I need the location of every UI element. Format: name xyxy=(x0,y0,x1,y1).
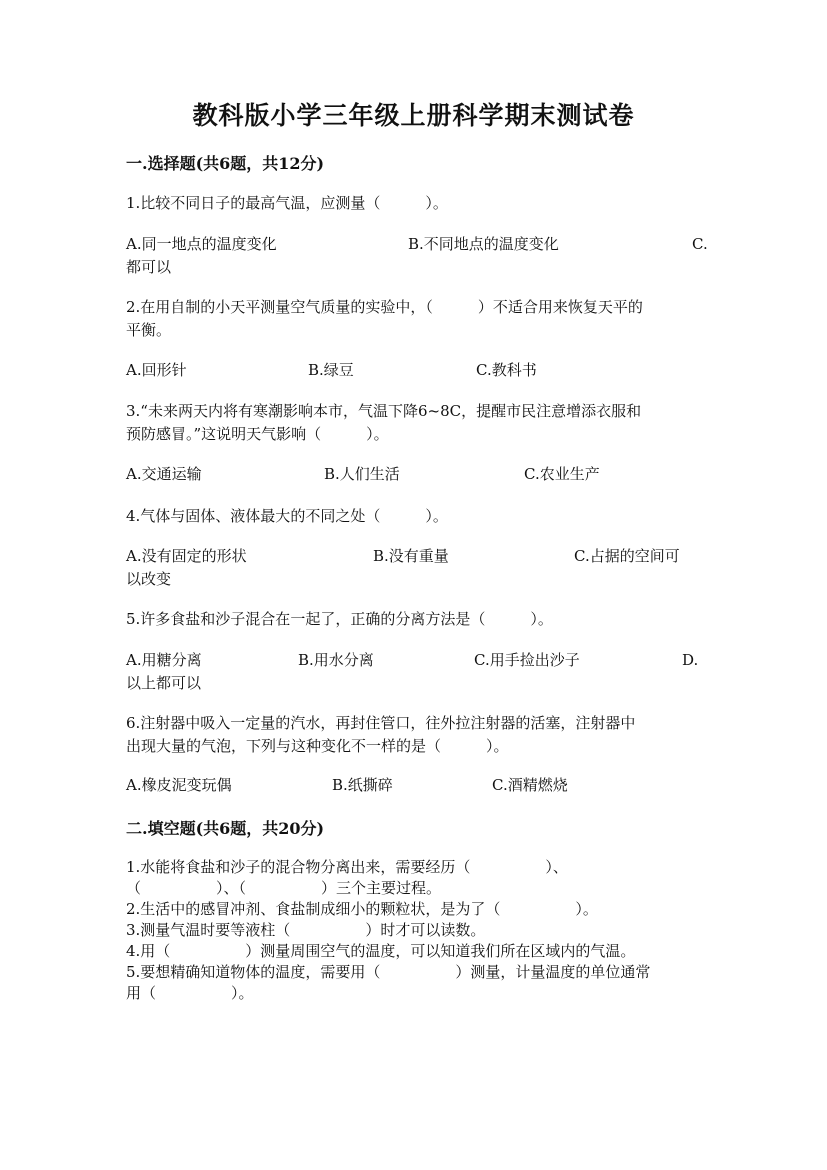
option-a: A.用糖分离 xyxy=(126,651,202,669)
question-text: 5.许多食盐和沙子混合在一起了，正确的分离方法是（ ）。 xyxy=(126,610,553,628)
fill-line: 用（ ）。 xyxy=(126,984,254,1002)
option-b: B.纸撕碎 xyxy=(332,776,393,794)
option-d-continued: 以上都可以 xyxy=(126,674,202,692)
option-c: C.教科书 xyxy=(476,361,537,379)
question-1 xyxy=(126,192,706,215)
option-c: C.酒精燃烧 xyxy=(492,776,568,794)
question-text: 6.注射器中吸入一定量的汽水，再封住管口，往外拉注射器的活塞，注射器中 xyxy=(126,714,636,732)
fill-line: 2.生活中的感冒冲剂、食盐制成细小的颗粒状，是为了（ ）。 xyxy=(126,900,598,918)
section-heading-fill: 二.填空题(共6题，共20分) xyxy=(126,819,325,838)
question-text-continued: 出现大量的气泡，下列与这种变化不一样的是（ ）。 xyxy=(126,737,509,755)
question-4 xyxy=(126,505,706,528)
option-d: D. xyxy=(682,651,699,669)
option-c: C.农业生产 xyxy=(524,465,600,483)
option-b: B.绿豆 xyxy=(308,361,354,379)
option-b: B.不同地点的温度变化 xyxy=(408,235,559,253)
question-2 xyxy=(126,296,706,342)
fill-line: 1.水能将食盐和沙子的混合物分离出来，需要经历（ ）、 xyxy=(126,858,568,876)
fill-line: 4.用（ ）测量周围空气的温度，可以知道我们所在区域内的气温。 xyxy=(126,942,636,960)
option-c: C.占据的空间可 xyxy=(574,547,680,565)
option-a: A.交通运输 xyxy=(126,465,202,483)
question-5 xyxy=(126,608,706,631)
question-text: 3.“未来两天内将有寒潮影响本市，气温下降6~8C，提醒市民注意增添衣服和 xyxy=(126,402,642,420)
fill-line: 3.测量气温时要等液柱（ ）时才可以读数。 xyxy=(126,921,486,939)
option-b: B.人们生活 xyxy=(324,465,400,483)
question-text: 2.在用自制的小天平测量空气质量的实验中，（ ）不适合用来恢复天平的 xyxy=(126,298,643,316)
option-a: A.同一地点的温度变化 xyxy=(126,235,277,253)
exam-title: 教科版小学三年级上册科学期末测试卷 xyxy=(192,101,635,130)
question-text-continued: 预防感冒。”这说明天气影响（ ）。 xyxy=(126,425,389,443)
option-c: C. xyxy=(692,235,708,253)
question-text: 4.气体与固体、液体最大的不同之处（ ）。 xyxy=(126,507,448,525)
option-b: B.用水分离 xyxy=(298,651,374,669)
question-text-continued: 平衡。 xyxy=(126,321,172,339)
option-b: B.没有重量 xyxy=(373,547,449,565)
question-text: 1.比较不同日子的最高气温，应测量（ ）。 xyxy=(126,194,448,212)
option-c: C.用手捡出沙子 xyxy=(474,651,580,669)
question-3 xyxy=(126,400,706,446)
option-a: A.没有固定的形状 xyxy=(126,547,247,565)
section-heading-choice: 一.选择题(共6题，共12分) xyxy=(126,154,325,173)
fill-in-questions xyxy=(126,857,716,1004)
option-c-continued: 都可以 xyxy=(126,258,172,276)
fill-line: （ ）、（ ）三个主要过程。 xyxy=(126,879,442,897)
question-6 xyxy=(126,712,706,758)
fill-line: 5.要想精确知道物体的温度，需要用（ ）测量，计量温度的单位通常 xyxy=(126,963,651,981)
option-a: A.橡皮泥变玩偶 xyxy=(126,776,232,794)
option-c-continued: 以改变 xyxy=(126,570,172,588)
option-a: A.回形针 xyxy=(126,361,187,379)
